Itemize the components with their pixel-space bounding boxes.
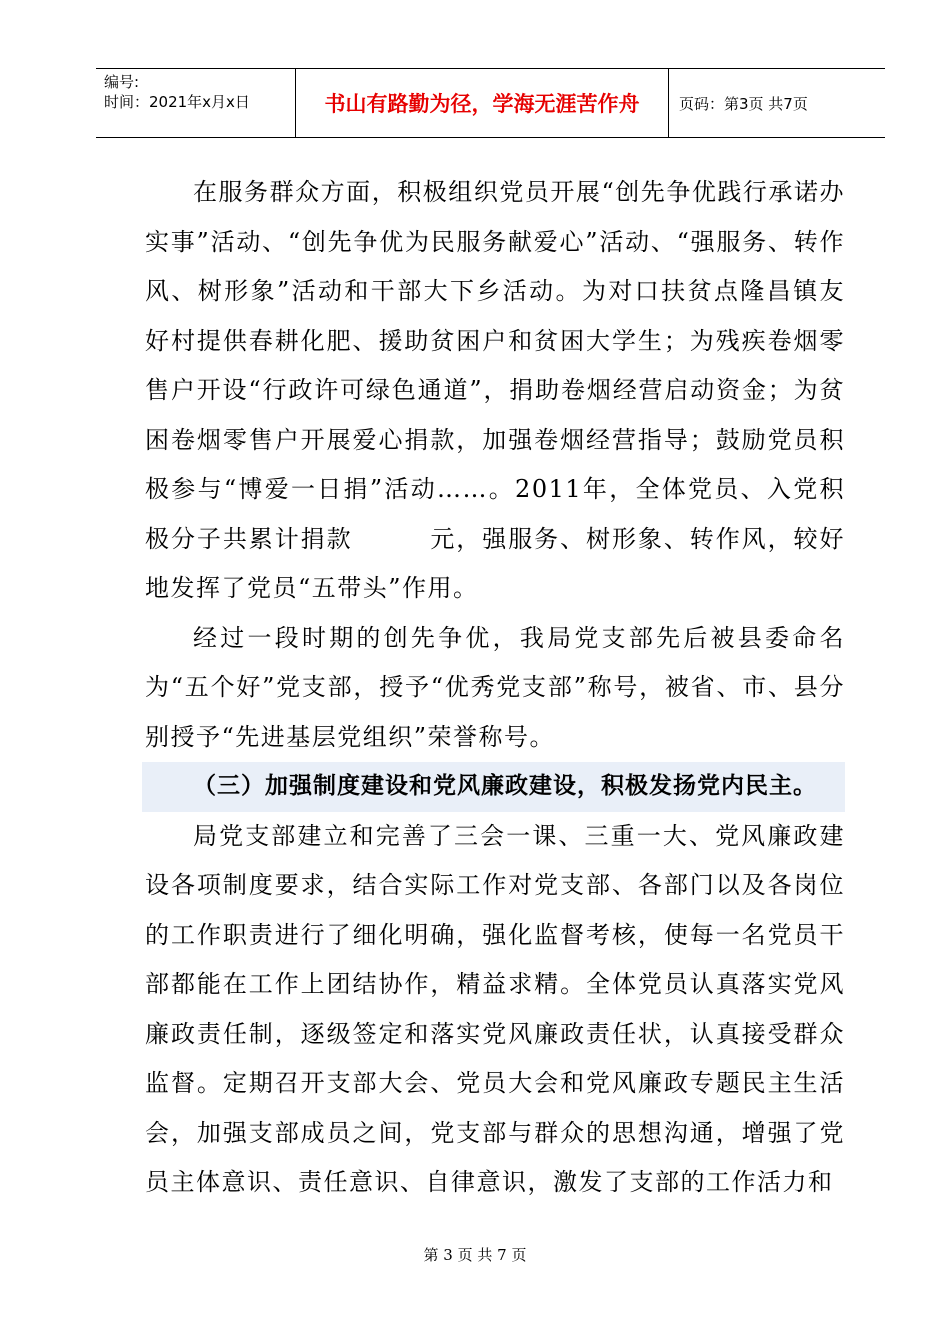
document-time-label: 时间：2021年x月x日 [104, 93, 250, 111]
section-heading-3: （三）加强制度建设和党风廉政建设，积极发扬党内民主。 [142, 762, 845, 812]
header-motto: 书山有路勤为径，学海无涯苦作舟 [296, 69, 669, 137]
paragraph-system-building: 局党支部建立和完善了三会一课、三重一大、党风廉政建设各项制度要求，结合实际工作对党支部、各部门以及各岗位的工作职责进行了细化明确，强化监督考核，使每一名党员干部都能在工作上团结协作，精益求精。全体党员认真落实党风廉政责任制，逐级签定和落实党风廉政责任状，认真接受群众监督。定期召开支部大会、党员大会和党风廉政专题民主生活会，加强支部成员之间，党支部与群众的思想沟通，增强了党员主体意识、责任意识、自律意识，激发了支部的工作活力和 [145, 821, 845, 1196]
document-number-label: 编号: [104, 73, 140, 91]
paragraph-service: 在服务群众方面，积极组织党员开展“创先争优践行承诺办实事”活动、“创先争优为民服务献爱心”活动、“强服务、转作风、树形象”活动和干部大下乡活动。为对口扶贫点隆昌镇友好村提供春耕化肥、援助贫困户和贫困大学生；为残疾卷烟零售户开设“行政许可绿色通道”，捐助卷烟经营启动资金；为贫困卷烟零售户开展爱心捐款，加强卷烟经营指导；鼓励党员积极参与“博爱一日捐”活动……。2011年，全体党员、入党积极分子共累计捐款 元，强服务、树形象、转作风，较好地发挥了党员“五带头”作用。 [145, 178, 845, 602]
paragraph-honors: 经过一段时期的创先争优，我局党支部先后被县委命名为“五个好”党支部，授予“优秀党支部”称号，被省、市、县分别授予“先进基层党组织”荣誉称号。 [145, 623, 845, 751]
header-meta [96, 69, 296, 137]
page-footer: 第 3 页 共 7 页 [423, 1246, 527, 1264]
page-header [96, 68, 885, 138]
document-body [145, 168, 845, 1208]
header-page-info: 页码：第3页 共7页 [679, 94, 808, 113]
